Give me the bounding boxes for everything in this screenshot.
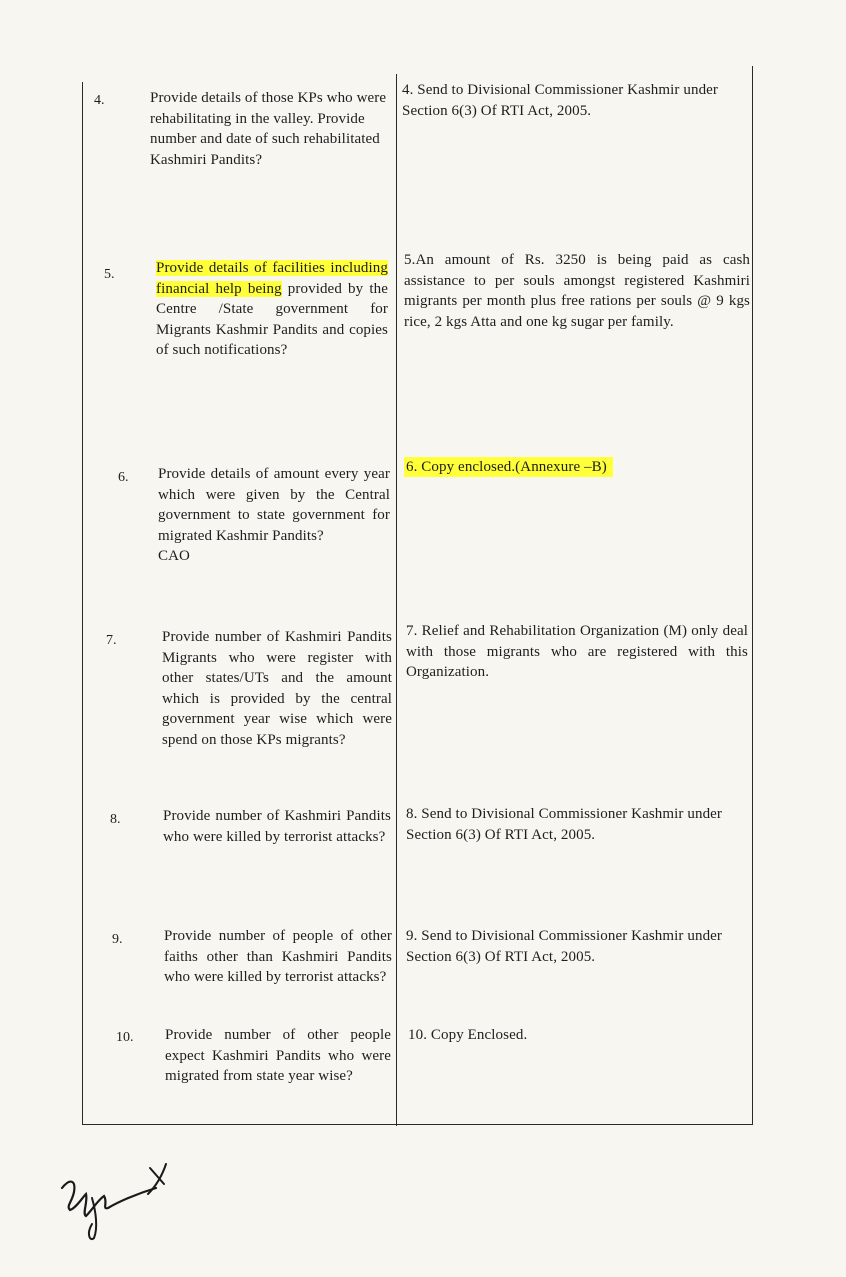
row-number: 9. (112, 932, 123, 947)
row-number: 6. (118, 470, 129, 485)
question-text: Provide details of amount every year which were given by the Central government to state government for migrated Kashmir Pandits? (158, 466, 390, 544)
highlighted-text: Provide details of facilities including financial help being (156, 260, 388, 297)
answer-cell: 7. Relief and Rehabilitation Organization (M) only deal with those migrants who are registered with this Organization. (406, 623, 748, 680)
answer-cell: 9. Send to Divisional Commissioner Kashmir under Section 6(3) Of RTI Act, 2005. (406, 928, 723, 965)
question-cell: Provide number of people of other faiths other than Kashmiri Pandits who were killed by terrorist attacks? (164, 928, 392, 985)
signature-icon (52, 1150, 182, 1250)
question-text: provided by the Centre /State government for Migrants Kashmir Pandits and copies of such notifications? (156, 280, 388, 358)
question-cell: Provide details of those KPs who were rehabilitating in the valley. Provide number and date of such rehabilitated Kashmiri Pandits? (150, 90, 387, 168)
question-cell: Provide number of Kashmiri Pandits who were killed by terrorist attacks? (163, 808, 391, 845)
highlighted-text: 6. Copy enclosed.(Annexure –B) (404, 457, 613, 477)
table-bottom-border (82, 1124, 753, 1125)
question-cell (158, 464, 390, 567)
table-left-border (82, 82, 83, 1124)
answer-cell: 4. Send to Divisional Commissioner Kashmir under Section 6(3) Of RTI Act, 2005. (402, 82, 719, 119)
row-number: 8. (110, 812, 121, 827)
question-cell: Provide number of other people expect Kashmiri Pandits who were migrated from state year wise? (165, 1027, 391, 1084)
answer-cell: 10. Copy Enclosed. (408, 1027, 528, 1043)
answer-cell: 5.An amount of Rs. 3250 is being paid as cash assistance to per souls amongst registered Kashmiri migrants per month plus free rations per souls @ 9 kgs rice, 2 kgs Atta and one kg sugar per family. (404, 252, 750, 330)
row-number: 7. (106, 633, 117, 648)
answer-cell: 8. Send to Divisional Commissioner Kashmir under Section 6(3) Of RTI Act, 2005. (406, 806, 723, 843)
row-number: 4. (94, 93, 105, 108)
question-cell: Provide number of Kashmiri Pandits Migrants who were register with other states/UTs and the amount which is provided by the central government year wise which were spend on those KPs migrants? (162, 629, 392, 748)
question-note: CAO (158, 548, 190, 564)
answer-cell (404, 457, 750, 478)
row-number: 10. (116, 1030, 134, 1045)
table-right-border (752, 66, 753, 1124)
table-column-divider (396, 74, 397, 1126)
question-cell (156, 258, 388, 361)
row-number: 5. (104, 267, 115, 282)
